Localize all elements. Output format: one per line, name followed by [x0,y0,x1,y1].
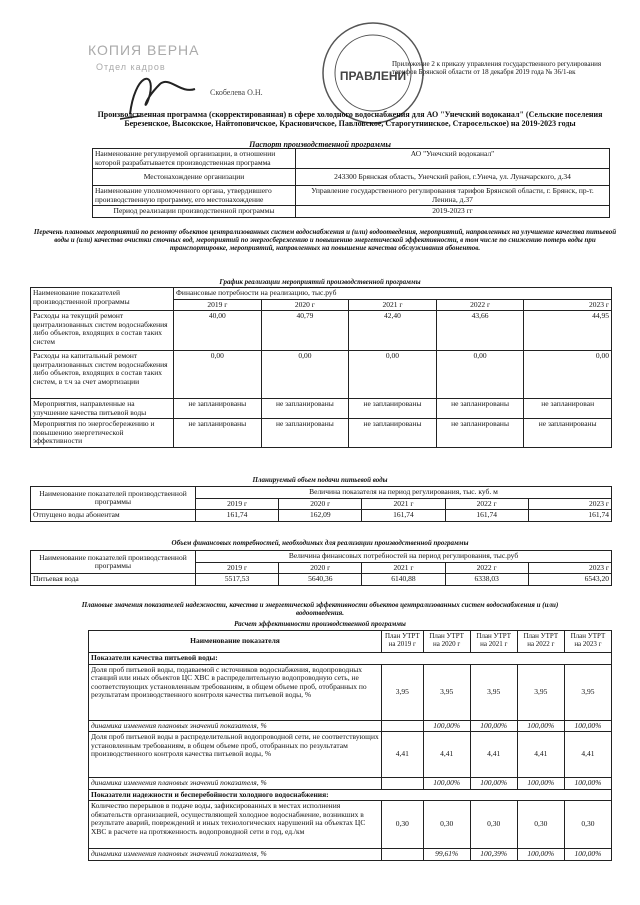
indicator-value: 0,30 [423,801,470,849]
year-header: 2023 г [528,562,611,574]
finance-value: 6543,20 [528,574,611,586]
reliability-table [88,630,612,861]
passport-value: Управление государственного регулирования тарифов Брянской области, г. Брянск, пр-т. Ленина, д.37 [296,186,610,206]
dynamics-value: 100,00% [470,720,517,732]
dynamics-label: динамика изменения плановых значений показателя, % [89,849,382,861]
dynamics-label: динамика изменения плановых значений показателя, % [89,778,382,790]
year-header: 2022 г [445,498,528,510]
dynamics-value: 100,00% [423,720,470,732]
dynamics-value: 100,00% [423,778,470,790]
year-header: 2023 г [528,498,611,510]
supply-value-label: Величина показателя на период регулирования, тыс. куб. м [196,487,612,499]
finance-table [30,550,612,586]
measure-value: не запланированы [174,419,262,448]
indicator-label: Доля проб питьевой воды, подаваемой с источников водоснабжения, водопроводных станций или иных объектов ЦС ХВС в распределительную водопроводную сеть, не соответствующих установленным требованиям, в общем объеме проб, отобранных по результатам производственного контроля качества питьевой воды, % [89,664,382,720]
measure-value: не запланированы [261,419,349,448]
measure-value: 0,00 [261,351,349,399]
measure-value: не запланирован [524,399,612,419]
indicator-value: 3,95 [423,664,470,720]
supply-value: 162,09 [279,510,362,522]
signer-name: Скобелева О.Н. [210,88,263,97]
year-header: 2023 г [524,299,612,311]
measure-value: не запланированы [349,399,437,419]
supply-value: 161,74 [196,510,279,522]
supply-heading: Планируемый объем подачи питьевой воды [252,476,388,484]
section-reliability: Показатели надежности и бесперебойности холодного водоснабжения: [89,789,612,801]
dynamics-value: 100,00% [564,778,611,790]
copy-stamp-sub: Отдел кадров [96,62,166,72]
supply-value: 161,74 [528,510,611,522]
measure-value: 43,66 [436,311,524,351]
supply-value: 161,74 [362,510,445,522]
year-header: 2021 г [362,498,445,510]
dynamics-value: 100,00% [564,849,611,861]
indicator-label: Доля проб питьевой воды в распределительной водопроводной сети, не соответствующих установленным требованиям, в общем объеме проб, отобранных по результатам производственного контроля качества питьевой воды, % [89,732,382,778]
indicator-label: Количество перерывов в подаче воды, зафиксированных в местах исполнения обязательств организацией, осуществляющей холодное водоснабжение, возникших в результате аварий, повреждений и иных технологических нарушений на объектах ЦС ХВС в расчете на протяженность водопроводной сети в год, ед./км [89,801,382,849]
measures-heading: Перечень плановых мероприятий по ремонту объектов централизованных систем водоснабжения и (или) водоотведения, мероприятий, направленных на улучшение качества питьевой воды и (или) качества очистки сточных вод, мероприятий по энергосбережению и повышению энергетической эффективности, в том числе по снижению потерь воды при транспортировке, мероприятий, направленных на повышение качества обслуживания абонентов. [33,228,617,252]
indicator-value: 3,95 [382,664,424,720]
measure-value: 0,00 [349,351,437,399]
copy-stamp: КОПИЯ ВЕРНА [88,42,200,58]
dynamics-value: 100,00% [470,778,517,790]
dynamics-value: 100,39% [470,849,517,861]
svg-text:ПРАВЛЕНИ: ПРАВЛЕНИ [339,69,407,83]
year-header: 2021 г [362,562,445,574]
measures-col-label: Наименование показателей производственной программы [31,288,174,311]
dynamics-value [382,849,424,861]
indicator-value: 0,30 [470,801,517,849]
dynamics-value: 100,00% [517,849,564,861]
indicator-value: 3,95 [517,664,564,720]
measure-value: 0,00 [524,351,612,399]
measure-value: не запланированы [524,419,612,448]
finance-value: 6338,03 [445,574,528,586]
year-header: План УТРТ на 2022 г [517,631,564,653]
year-header: 2019 г [196,498,279,510]
finance-heading: Объем финансовых потребностей, необходимых для реализации производственной программы [171,539,469,547]
year-header: 2020 г [279,562,362,574]
year-header: План УТРТ на 2021 г [470,631,517,653]
passport-label: Наименование уполномоченного органа, утвердившего производственную программу, его местонахождение [93,186,296,206]
passport-table [92,148,610,218]
indicator-value: 3,95 [564,664,611,720]
supply-table [30,486,612,522]
indicator-value: 0,30 [382,801,424,849]
year-header: План УТРТ на 2023 г [564,631,611,653]
section-quality: Показатели качества питьевой воды: [89,653,612,665]
year-header: 2019 г [196,562,279,574]
measure-value: 44,95 [524,311,612,351]
dynamics-value [382,720,424,732]
dynamics-value: 100,00% [564,720,611,732]
passport-value: АО "Унечский водоканал" [296,149,610,169]
dynamics-value: 99,61% [423,849,470,861]
year-header: План УТРТ на 2020 г [423,631,470,653]
indicator-value: 4,41 [423,732,470,778]
dynamics-value: 100,00% [517,720,564,732]
dynamics-label: динамика изменения плановых значений показателя, % [89,720,382,732]
year-header: 2022 г [436,299,524,311]
year-header: 2022 г [445,562,528,574]
measure-value: 0,00 [436,351,524,399]
passport-label: Наименование регулируемой организации, в отношении которой разрабатывается производственная программа [93,149,296,169]
year-header: 2021 г [349,299,437,311]
measure-value: не запланированы [349,419,437,448]
passport-value: 2019-2023 гг [296,206,610,218]
reliability-heading: Плановые значения показателей надежности, качества и энергетической эффективности объектов централизованных систем водоснабжения и (или) водоотведения. [81,601,559,617]
schedule-heading: График реализации мероприятий производственной программы [219,278,421,286]
reliability-sub-heading: Расчет эффективности производственной программы [234,620,406,628]
appendix-note: Приложение 2 к приказу управления государственного регулирования тарифов Брянской области от 18 декабря 2019 года № 36/1-вк [392,60,602,76]
finance-value: 5517,53 [196,574,279,586]
passport-heading: Паспорт производственной программы [249,140,391,149]
supply-col-label: Наименование показателей производственной программы [31,487,196,510]
year-header: План УТРТ на 2019 г [382,631,424,653]
dynamics-value: 100,00% [517,778,564,790]
finance-value: 6140,88 [362,574,445,586]
year-header: 2019 г [174,299,262,311]
passport-value: 243300 Брянская область, Унечский район, г.Унеча, ул. Луначарского, д.34 [296,169,610,186]
passport-label: Местонахождение организации [93,169,296,186]
measures-table [30,287,612,448]
finance-row-label: Питьевая вода [31,574,196,586]
measure-label: Расходы на текущий ремонт централизованных систем водоснабжения либо объектов, входящих в состав таких систем [31,311,174,351]
measure-value: 42,40 [349,311,437,351]
indicator-value: 4,41 [564,732,611,778]
measures-fin-label: Финансовые потребности на реализацию, тыс.руб [174,288,612,300]
measure-value: не запланированы [174,399,262,419]
measure-value: не запланированы [436,419,524,448]
finance-col-label: Наименование показателей производственной программы [31,551,196,574]
finance-value-label: Величина финансовых потребностей на период регулирования, тыс.руб [196,551,612,563]
indicator-value: 0,30 [517,801,564,849]
indicator-value: 3,95 [470,664,517,720]
measure-value: 40,79 [261,311,349,351]
measure-value: 40,00 [174,311,262,351]
measure-label: Мероприятия по энергосбережению и повышению энергетической эффективности [31,419,174,448]
finance-value: 5640,36 [279,574,362,586]
indicator-value: 0,30 [564,801,611,849]
dynamics-value [382,778,424,790]
measure-label: Мероприятия, направленные на улучшение качества питьевой воды [31,399,174,419]
reliability-col-label: Наименование показателя [89,631,382,653]
measure-label: Расходы на капитальный ремонт централизованных систем водоснабжения либо объектов, входящих в состав таких систем, в т.ч за счет амортизации [31,351,174,399]
supply-row-label: Отпущено воды абонентам [31,510,196,522]
passport-label: Период реализации производственной программы [93,206,296,218]
supply-value: 161,74 [445,510,528,522]
measure-value: не запланированы [436,399,524,419]
measure-value: не запланированы [261,399,349,419]
indicator-value: 4,41 [382,732,424,778]
indicator-value: 4,41 [517,732,564,778]
document-title: Производственная программа (скорректированная) в сфере холодного водоснабжения для АО "Унечский водоканал" (Сельские поселения Березенское, Высокское, Найтоповичское, Красновичское, Павловское, Старогутнинское, Старосельское) на 2019-2023 годы [97,110,603,128]
year-header: 2020 г [261,299,349,311]
indicator-value: 4,41 [470,732,517,778]
year-header: 2020 г [279,498,362,510]
measure-value: 0,00 [174,351,262,399]
